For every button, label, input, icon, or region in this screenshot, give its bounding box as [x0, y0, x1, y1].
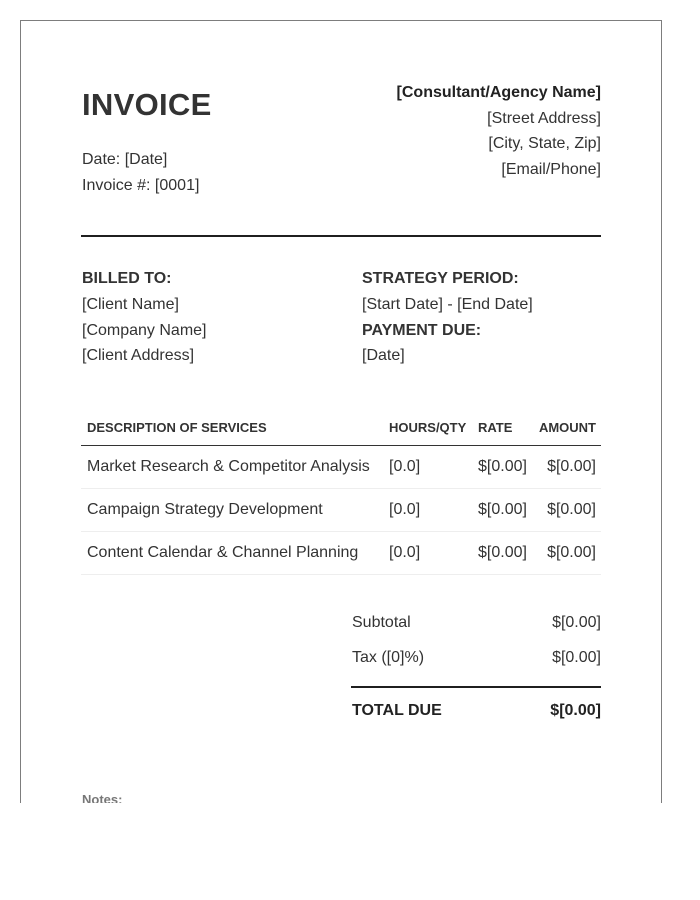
row-divider [81, 574, 601, 575]
row-divider [81, 531, 601, 532]
subtotal-label: Subtotal [352, 614, 411, 631]
header-divider [81, 235, 601, 237]
invoice-title: INVOICE [82, 87, 212, 122]
notes-label: Notes: [82, 792, 123, 803]
payment-due-value: [Date] [362, 347, 405, 364]
row-qty: [0.0] [389, 544, 421, 561]
row-rate: $[0.00] [478, 501, 527, 518]
company-name: [Company Name] [82, 322, 207, 339]
client-name: [Client Name] [82, 296, 179, 313]
invoice-date: Date: [Date] [82, 151, 168, 168]
consultant-name: [Consultant/Agency Name] [396, 84, 601, 101]
row-qty: [0.0] [389, 501, 421, 518]
column-header-amount: AMOUNT [538, 420, 596, 435]
subtotal-value: $[0.00] [552, 614, 601, 631]
billed-to-label: BILLED TO: [82, 270, 172, 287]
totals-divider [351, 686, 601, 688]
tax-label: Tax ([0]%) [352, 649, 425, 666]
row-amount: $[0.00] [547, 544, 596, 561]
row-description: Market Research & Competitor Analysis [87, 458, 370, 475]
row-divider [81, 488, 601, 489]
row-amount: $[0.00] [547, 501, 596, 518]
total-due-value: $[0.00] [550, 702, 601, 719]
column-header-qty: HOURS/QTY [389, 420, 467, 435]
invoice-number: Invoice #: [0001] [82, 177, 200, 194]
row-qty: [0.0] [389, 458, 421, 475]
email-phone: [Email/Phone] [501, 161, 601, 178]
strategy-period-value: [Start Date] - [End Date] [362, 296, 533, 313]
row-rate: $[0.00] [478, 544, 527, 561]
payment-due-label: PAYMENT DUE: [362, 322, 482, 339]
row-amount: $[0.00] [547, 458, 596, 475]
table-header-divider [81, 445, 601, 446]
street-address: [Street Address] [487, 110, 601, 127]
total-due-label: TOTAL DUE [352, 702, 442, 719]
invoice-page [20, 20, 662, 803]
client-address: [Client Address] [82, 347, 195, 364]
row-description: Campaign Strategy Development [87, 501, 323, 518]
column-header-rate: RATE [478, 420, 513, 435]
column-header-description: DESCRIPTION OF SERVICES [87, 420, 267, 435]
strategy-period-label: STRATEGY PERIOD: [362, 270, 519, 287]
city-state-zip: [City, State, Zip] [488, 135, 601, 152]
row-description: Content Calendar & Channel Planning [87, 544, 359, 561]
tax-value: $[0.00] [552, 649, 601, 666]
row-rate: $[0.00] [478, 458, 527, 475]
